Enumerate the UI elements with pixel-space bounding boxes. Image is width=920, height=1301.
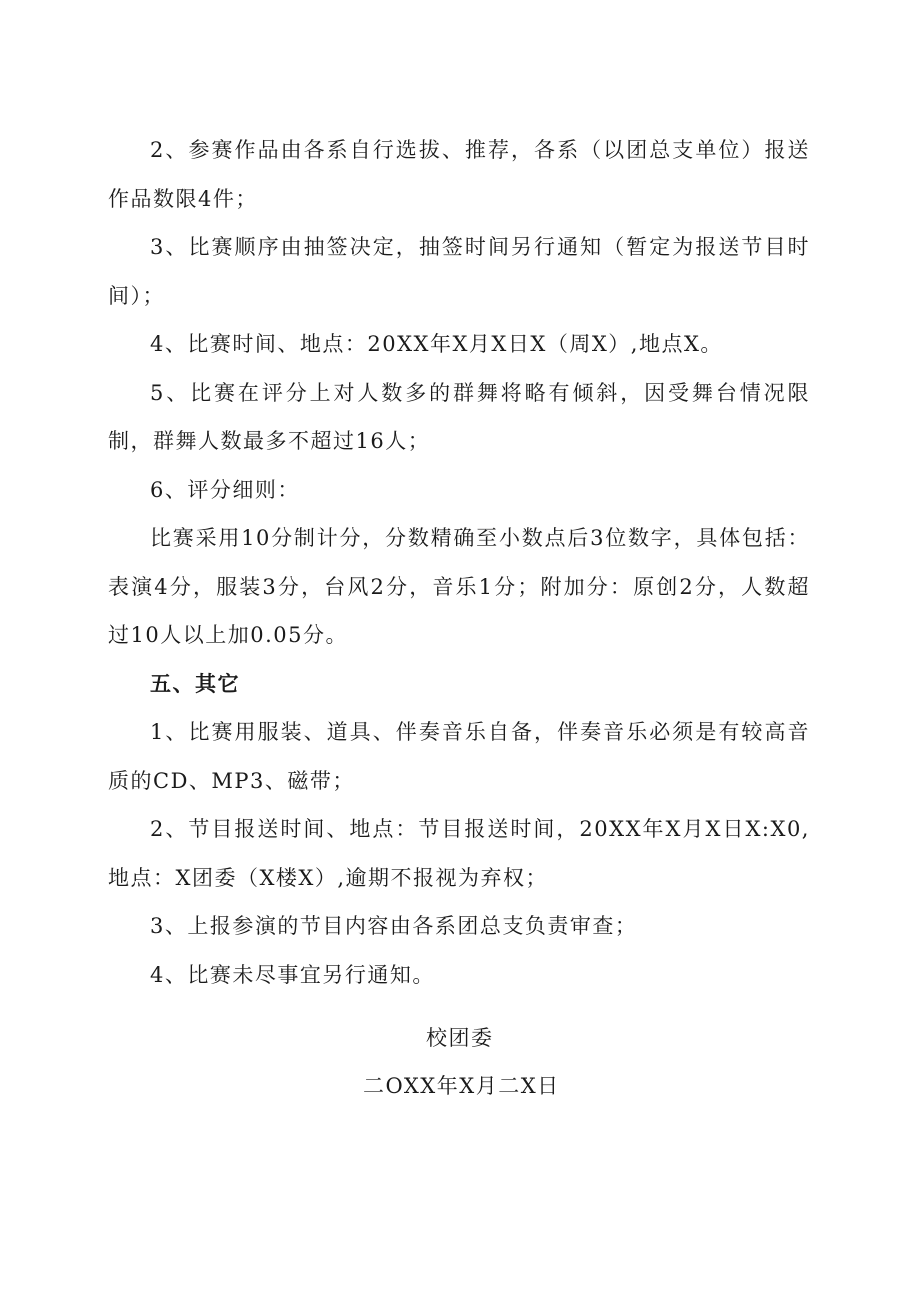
other-item-submission: 2、节目报送时间、地点：节目报送时间，20XX年X月X日X:X0,地点：X团委（X楼X）,逾期不报视为弃权；	[108, 817, 810, 890]
document-body	[108, 126, 810, 999]
other-item-review: 3、上报参演的节目内容由各系团总支负责审查；	[150, 914, 638, 938]
section-heading-other: 五、其它	[150, 670, 240, 696]
other-item-costumes: 1、比赛用服装、道具、伴奏音乐自备，伴奏音乐必须是有较高音质的CD、MP3、磁带；	[108, 720, 810, 793]
paragraph-entries-count: 2、参赛作品由各系自行选拔、推荐，各系（以团总支单位）报送作品数限4件；	[108, 138, 810, 211]
signature-organization: 校团委	[426, 1026, 494, 1050]
paragraph-scoring-heading: 6、评分细则：	[150, 477, 300, 502]
paragraph-time-location: 4、比赛时间、地点：20XX年X月X日X（周X）,地点X。	[150, 332, 723, 356]
paragraph-group-size: 5、比赛在评分上对人数多的群舞将略有倾斜，因受舞台情况限制，群舞人数最多不超过16人；	[108, 380, 810, 453]
signature-date: 二OXX年X月二X日	[363, 1074, 560, 1098]
paragraph-scoring-details: 比赛采用10分制计分，分数精确至小数点后3位数字，具体包括：表演4分，服装3分，台风2分，音乐1分；附加分：原创2分，人数超过10人以上加0.05分。	[108, 526, 810, 647]
other-item-notice: 4、比赛未尽事宜另行通知。	[150, 962, 435, 987]
paragraph-draw-order: 3、比赛顺序由抽签决定，抽签时间另行通知（暂定为报送节目时间）；	[108, 235, 810, 308]
